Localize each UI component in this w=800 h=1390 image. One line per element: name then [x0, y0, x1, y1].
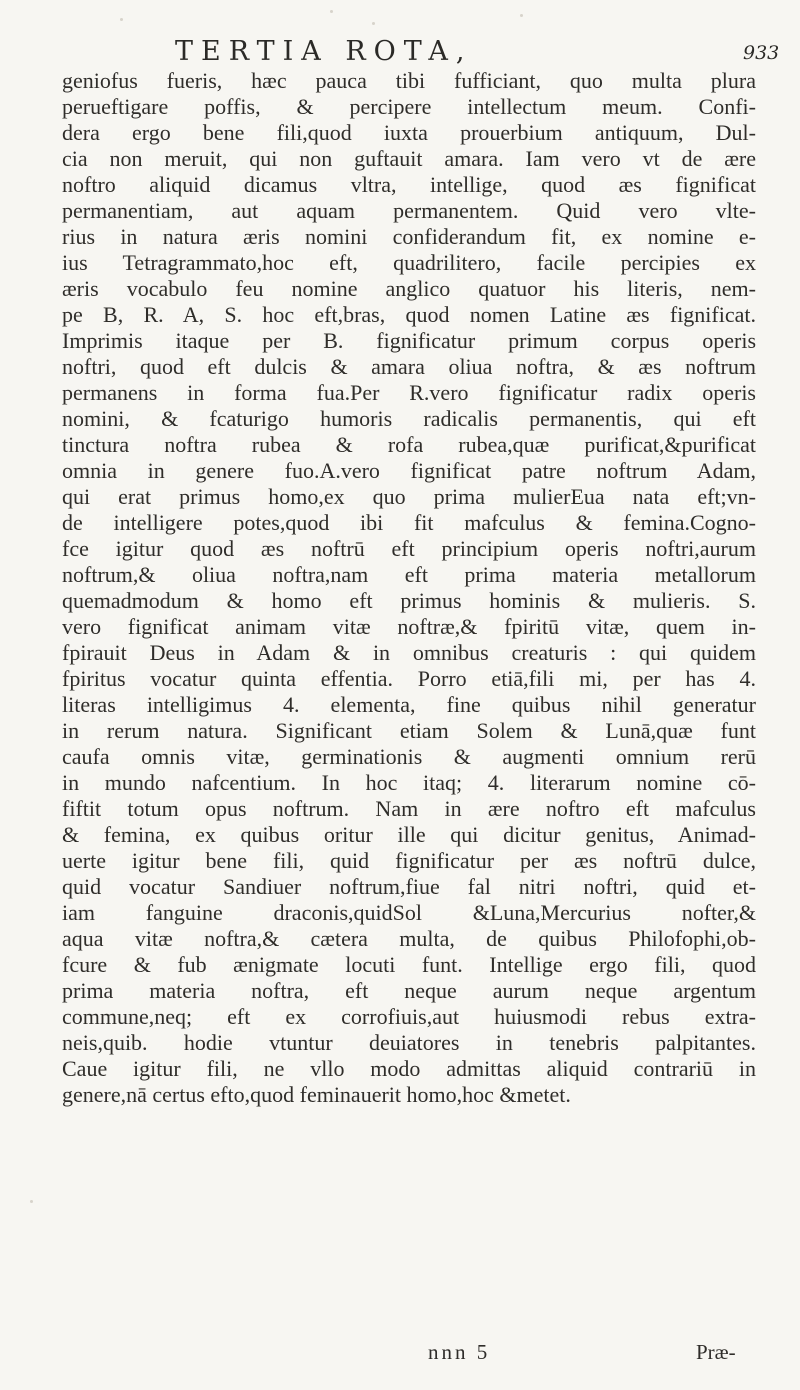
text-line: commune,neq; eft ex corrofiuis,aut huiusmodi rebus extra-	[62, 1004, 756, 1029]
text-line: noftrum,& oliua noftra,nam eft prima materia metallorum	[62, 562, 756, 587]
text-line: in mundo nafcentium. In hoc itaq; 4. literarum nomine cō-	[62, 770, 756, 795]
text-line: literas intelligimus 4. elementa, fine quibus nihil generatur	[62, 692, 756, 717]
paper-speckle	[30, 1200, 33, 1203]
text-line: fpirauit Deus in Adam & in omnibus creaturis : qui quidem	[62, 640, 756, 665]
text-line: quemadmodum & homo eft primus hominis & mulieris. S.	[62, 588, 756, 613]
text-line: quid vocatur Sandiuer noftrum,fiue fal nitri noftri, quid et-	[62, 874, 756, 899]
text-line: Imprimis itaque per B. fignificatur primum corpus operis	[62, 328, 756, 353]
text-line: neis,quib. hodie vtuntur deuiatores in tenebris palpitantes.	[62, 1030, 756, 1055]
body-text	[62, 68, 756, 1108]
text-line: aqua vitæ noftra,& cætera multa, de quibus Philofophi,ob-	[62, 926, 756, 951]
text-line: ius Tetragrammato,hoc eft, quadrilitero, facile percipies ex	[62, 250, 756, 275]
text-line: æris vocabulo feu nomine anglico quatuor his literis, nem-	[62, 276, 756, 301]
text-line: prima materia noftra, eft neque aurum neque argentum	[62, 978, 756, 1003]
text-line: fiftit totum opus noftrum. Nam in ære noftro eft mafculus	[62, 796, 756, 821]
running-head: TERTIA ROTA,	[175, 36, 473, 67]
signature-mark: nnn 5	[428, 1340, 491, 1364]
text-line: uerte igitur bene fili, quid fignificatur per æs noftrū dulce,	[62, 848, 756, 873]
text-line: noftro aliquid dicamus vltra, intellige, quod æs fignificat	[62, 172, 756, 197]
text-line: iam fanguine draconis,quidSol &Luna,Mercurius nofter,&	[62, 900, 756, 925]
text-line: cia non meruit, qui non guftauit amara. Iam vero vt de ære	[62, 146, 756, 171]
catchword: Præ-	[696, 1340, 736, 1364]
paper-speckle	[520, 14, 523, 17]
text-line: caufa omnis vitæ, germinationis & augmenti omnium rerū	[62, 744, 756, 769]
text-line: nomini, & fcaturigo humoris radicalis permanentis, qui eft	[62, 406, 756, 431]
paper-speckle	[120, 18, 123, 21]
text-line: noftri, quod eft dulcis & amara oliua noftra, & æs noftrum	[62, 354, 756, 379]
text-line: qui erat primus homo,ex quo prima mulierEua nata eft;vn-	[62, 484, 756, 509]
text-line: fce igitur quod æs noftrū eft principium operis noftri,aurum	[62, 536, 756, 561]
text-line: Caue igitur fili, ne vllo modo admittas aliquid contrariū in	[62, 1056, 756, 1081]
text-line: perueftigare poffis, & percipere intellectum meum. Confi-	[62, 94, 756, 119]
text-line: fcure & fub ænigmate locuti funt. Intellige ergo fili, quod	[62, 952, 756, 977]
text-line: tinctura noftra rubea & rofa rubea,quæ purificat,&purificat	[62, 432, 756, 457]
text-line: geniofus fueris, hæc pauca tibi fufficiant, quo multa plura	[62, 68, 756, 93]
text-line: vero fignificat animam vitæ noftræ,& fpiritū vitæ, quem in-	[62, 614, 756, 639]
text-line: dera ergo bene fili,quod iuxta prouerbium antiquum, Dul-	[62, 120, 756, 145]
page-footer	[0, 1340, 800, 1370]
text-line: pe B, R. A, S. hoc eft,bras, quod nomen Latine æs fignificat.	[62, 302, 756, 327]
text-line: fpiritus vocatur quinta effentia. Porro etiā,fili mi, per has 4.	[62, 666, 756, 691]
text-line: rius in natura æris nomini confiderandum fit, ex nomine e-	[62, 224, 756, 249]
text-line: & femina, ex quibus oritur ille qui dicitur genitus, Animad-	[62, 822, 756, 847]
text-line: de intelligere potes,quod ibi fit mafculus & femina.Cogno-	[62, 510, 756, 535]
text-line: genere,nā certus efto,quod feminauerit homo,hoc &metet.	[62, 1082, 571, 1107]
text-line: permanentiam, aut aquam permanentem. Quid vero vlte-	[62, 198, 756, 223]
text-line: omnia in genere fuo.A.vero fignificat patre noftrum Adam,	[62, 458, 756, 483]
text-line: permanens in forma fua.Per R.vero fignificatur radix operis	[62, 380, 756, 405]
paper-speckle	[330, 10, 333, 13]
page-number: 933	[743, 42, 780, 64]
text-line: in rerum natura. Significant etiam Solem & Lunā,quæ funt	[62, 718, 756, 743]
paper-speckle	[372, 22, 375, 25]
